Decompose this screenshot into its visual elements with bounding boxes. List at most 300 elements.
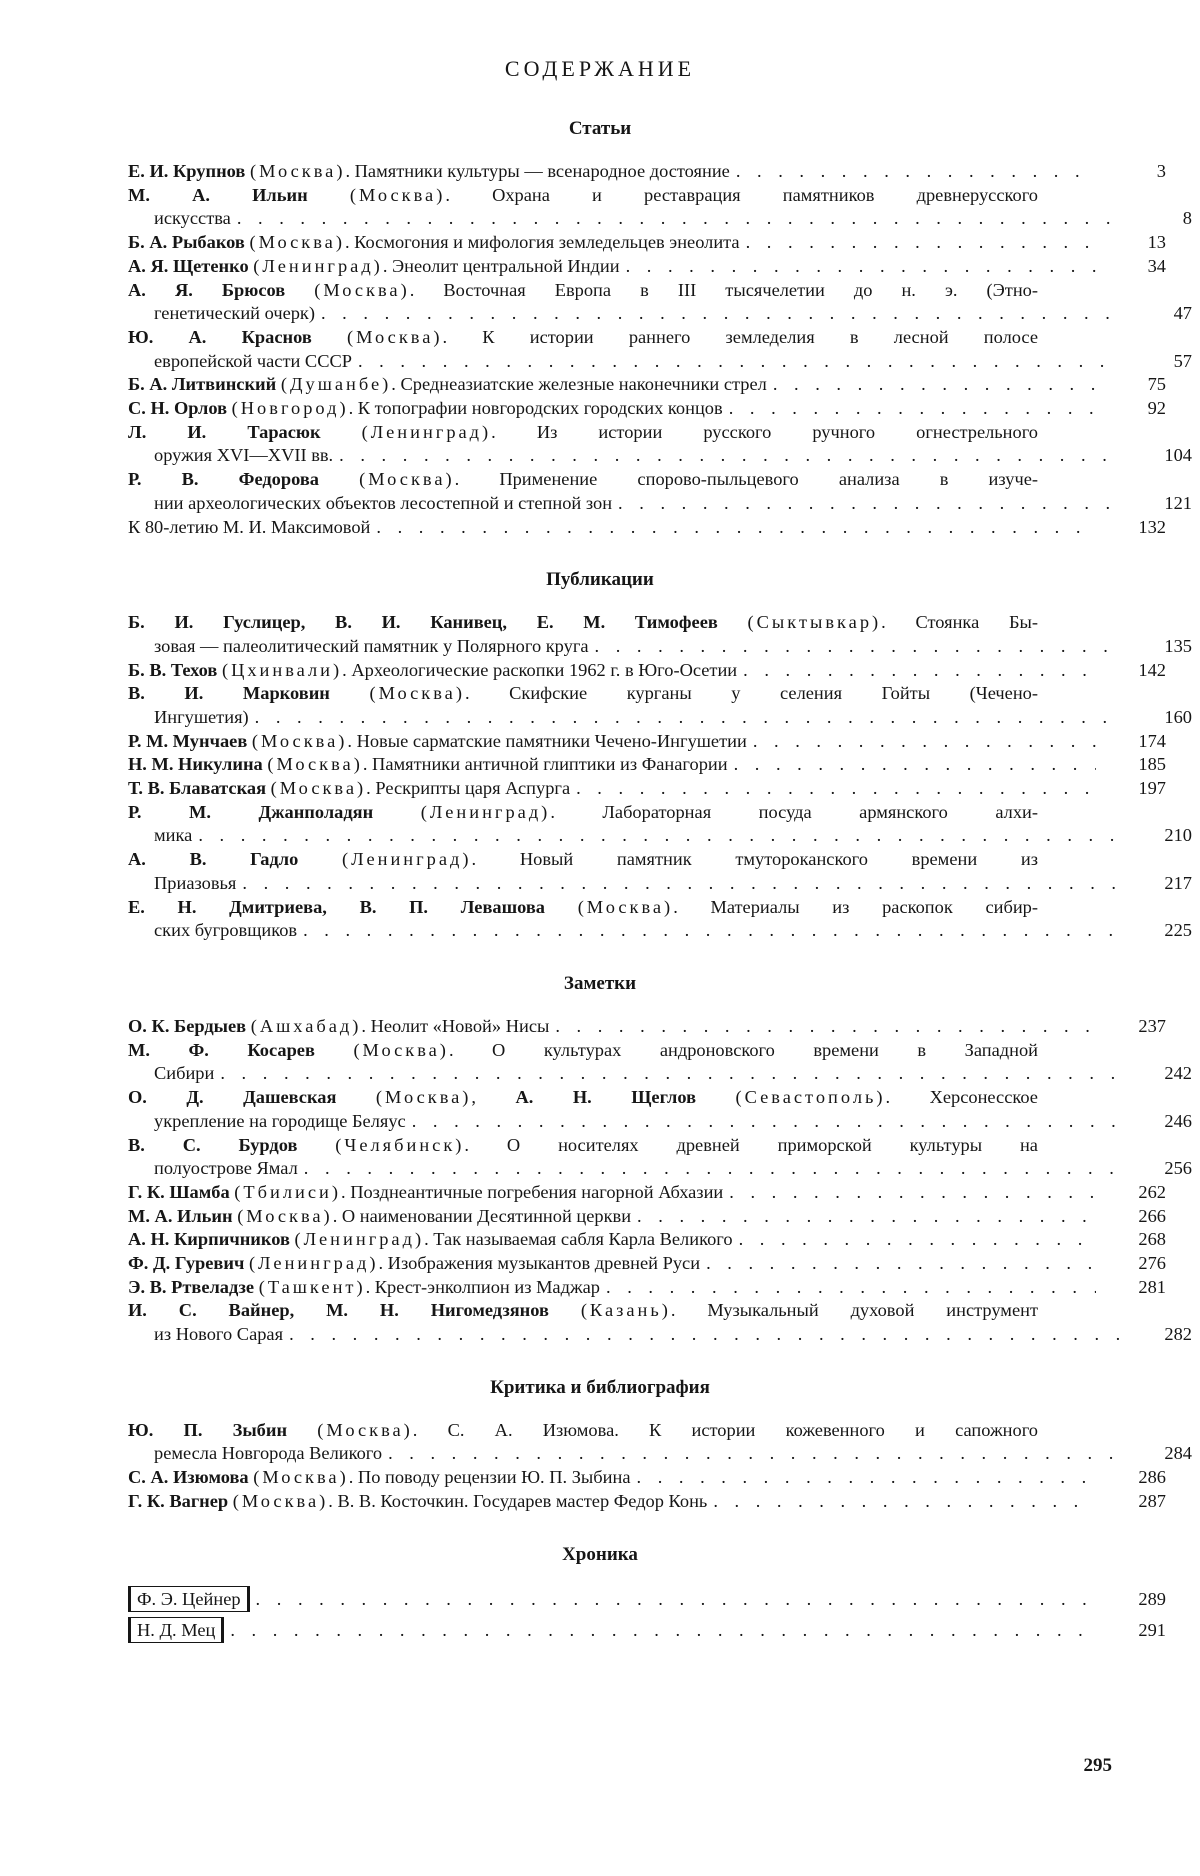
entry-text [128,753,728,777]
toc-entry [128,659,1166,683]
page-ref: 282 [1164,1324,1192,1345]
entry-title: . Новые сарматские памятники Чечено-Ингушетии [347,730,747,751]
page-ref: 225 [1164,920,1192,941]
author: А. В. Гадло [128,849,299,870]
entry-line [128,777,1166,801]
entry-line [128,326,1120,350]
city: (Москва) [359,469,455,490]
entry-line [128,1419,1120,1443]
entry-text [154,492,612,516]
entry-text [128,1466,631,1490]
entry-text [128,1015,549,1039]
toc-entry [128,279,1192,326]
author: Н. М. Никулина [128,754,263,775]
dot-leader [723,1181,1096,1205]
city: (Цхинвали) [221,659,343,680]
entry-text [154,1323,283,1347]
entry-text [154,302,315,326]
entry-title: . С. А. Изюмова. К истории кожевенного и сапожного [412,1419,1039,1440]
entry-text [128,160,730,184]
city: (Новгород) [231,398,349,418]
city: (Ташкент) [258,1276,366,1297]
toc-entry [128,1419,1192,1466]
dot-leader [737,659,1096,683]
entry-text [128,255,620,279]
entry-title: генетический очерк) [154,303,315,324]
entry-text [154,919,297,943]
entry-text [128,326,1038,350]
city: (Москва) [375,1087,472,1108]
entry-line [128,444,1192,468]
section-heading: Заметки [563,973,637,994]
toc-entry [128,160,1166,184]
toc-entry [128,1586,1166,1610]
entry-title: . Космогония и мифология земледельцев энеолита [344,232,740,253]
entry-title: . Позднеантичные погребения нагорной Абхазии [341,1181,724,1202]
entry-title: . Новый памятник тмутороканского времени из [471,849,1038,870]
entry-text [154,872,236,896]
entry-line [128,1617,1166,1641]
page-ref: 160 [1164,706,1192,727]
entry-title: укрепление на городище Беляус [154,1110,406,1131]
page-ref: 34 [1147,255,1166,276]
entry-text [128,184,1038,208]
entry-line [128,682,1120,706]
entry-line [128,421,1120,445]
entry-title: . Среднеазиатские железные наконечники стрел [391,374,767,395]
entry-title: . В. В. Косточкин. Государев мастер Федор Конь [328,1490,708,1511]
author: Л. И. Тарасюк [128,421,321,442]
city: (Москва) [577,896,674,917]
entry-title: . Так называемая сабля Карла Великого [424,1229,733,1250]
toc-entry [128,1039,1192,1086]
section-heading: Хроника [562,1543,638,1565]
author: Р. М. Джанполадян [128,801,374,822]
entry-title: . Скифские курганы у селения Гойты (Чечено- [464,683,1038,704]
city: (Ленинград) [253,255,383,276]
entry-text [128,421,1038,445]
toc-entry [128,1252,1166,1276]
page-ref: 256 [1164,1158,1192,1179]
toc-entry [128,468,1192,515]
entry-title: . Применение спорово-пыльцевого анализа в изуче- [454,469,1038,490]
dot-leader [767,373,1096,397]
entry-line [128,1228,1166,1252]
toc-entry [128,255,1166,279]
toc-entry [128,1276,1166,1300]
entry-title: . Памятники античной глиптики из Фанагории [362,754,728,775]
dot-leader [700,1252,1096,1276]
page-ref: 242 [1164,1063,1192,1084]
entry-text [128,397,723,421]
entry-title: полуострове Ямал [154,1158,298,1179]
dot-leader [192,824,1122,848]
toc-entry [128,1086,1192,1133]
author: Б. И. Гуслицер, В. И. Канивец, Е. М. Тимофеев [128,612,718,633]
entry-title: . Энеолит центральной Индии [382,255,620,276]
entry-line [128,516,1166,540]
city: (Ленинград) [294,1229,425,1250]
city: (Москва) [249,161,346,181]
author: Т. В. Блаватская [128,778,267,799]
entry-line [128,1062,1192,1086]
dot-leader [549,1015,1096,1039]
entry-line [128,492,1192,516]
city: (Москва) [317,1419,413,1440]
entry-line [128,801,1120,825]
entry-title: Приазовья [154,872,237,893]
toc-entry [128,1134,1192,1181]
page-ref: 237 [1138,1016,1166,1036]
toc-entry [128,326,1192,373]
entry-text [154,824,192,848]
toc-entry [128,1490,1166,1514]
toc-entry [128,421,1192,468]
author: Ю. П. Зыбин [128,1419,288,1440]
toc-entry [128,1617,1166,1641]
page-ref: 13 [1147,232,1166,253]
entry-text [128,516,370,540]
entry-text [128,1252,700,1276]
city: (Казань) [580,1300,671,1321]
entry-text [128,373,767,397]
entry-line [128,231,1166,255]
entry-line [128,160,1166,184]
author: Б. В. Техов [128,659,218,680]
city: (Москва) [249,232,345,253]
entry-text [128,1205,631,1229]
entry-text [128,896,1038,920]
author: С. А. Изюмова [128,1467,249,1488]
page-ref: 57 [1173,350,1192,371]
entry-text [154,1157,298,1181]
entry-line [128,706,1192,730]
toc-entry [128,1466,1166,1490]
entry-text [128,1276,600,1300]
author: Е. И. Крупнов [128,161,246,181]
entry-line [128,1134,1120,1158]
author: В. И. Марковин [128,683,330,704]
entry-text [128,659,737,683]
entry-line [128,373,1166,397]
entry-text [154,1062,214,1086]
city: (Москва) [314,279,410,300]
page-ref: 92 [1147,398,1166,418]
author: М. А. Ильин [128,1205,233,1226]
entry-title: Сибири [154,1063,215,1084]
toc-entry [128,397,1166,421]
city: (Душанбе) [280,374,392,395]
city: (Ленинград) [361,421,492,442]
city: (Ленинград) [420,801,551,822]
entry-title: . Крест-энколпион из Маджар [365,1276,601,1297]
toc-entry [128,1299,1192,1346]
entry-line [128,872,1192,896]
city: (Севастополь) [735,1087,886,1108]
city: (Челябинск) [335,1134,465,1155]
entry-title: . К топографии новгородских городских концов [348,398,723,418]
city: (Москва) [353,1039,449,1060]
toc-entry [128,730,1166,754]
author: Г. К. Вагнер [128,1490,229,1511]
city: (Москва) [237,1205,333,1226]
entry-text [128,1181,723,1205]
entry-title: , [471,1087,516,1108]
entry-text [128,1228,733,1252]
page-ref: 47 [1173,303,1192,324]
entry-text [128,1617,224,1643]
author: Е. Н. Дмитриева, В. П. Левашова [128,896,545,917]
entry-title: . О носителях древней приморской культуры на [464,1134,1038,1155]
entry-text [128,1134,1038,1158]
page-ref: 289 [1138,1588,1166,1609]
toc-entry [128,896,1192,943]
entry-line [128,919,1192,943]
entry-line [128,184,1120,208]
author: М. А. Ильин [128,184,308,205]
boxed-name: Ф. Э. Цейнер [128,1586,250,1612]
toc-entry [128,753,1166,777]
toc-entry [128,611,1192,658]
entry-title: из Нового Сарая [154,1324,284,1345]
entry-line [128,1466,1166,1490]
entry-title: . Охрана и реставрация памятников древнерусского [445,184,1038,205]
entry-line [128,1442,1192,1466]
dot-leader [620,255,1096,279]
dot-leader [570,777,1096,801]
page-ref: 132 [1138,516,1166,537]
entry-title: . О культурах андроновского времени в Западной [448,1039,1038,1060]
dot-leader [333,444,1122,468]
entry-line [128,1205,1166,1229]
entry-text [154,706,249,730]
entry-text [128,468,1038,492]
page-ref: 281 [1138,1276,1166,1297]
dot-leader [600,1276,1096,1300]
entry-text [128,1419,1038,1443]
entry-title: . По поводу рецензии Ю. П. Зыбина [348,1467,631,1488]
page-ref: 75 [1147,374,1166,395]
entry-title: Ингушетия) [154,706,249,727]
entry-title: ремесла Новгорода Великого [154,1443,383,1464]
entry-text [128,1086,1038,1110]
author: А. Н. Щеглов [515,1087,696,1108]
boxed-name: Н. Д. Мец [128,1617,224,1643]
dot-leader [733,1228,1096,1252]
section-heading: Публикации [546,569,654,591]
page-number: 295 [1083,1755,1112,1776]
entry-title: . Материалы из раскопок сибир- [673,896,1038,917]
entry-line [128,468,1120,492]
author: Р. М. Мунчаев [128,730,248,751]
entry-text [154,1110,406,1134]
entry-title: . Лабораторная посуда армянского алхи- [550,801,1039,822]
entry-title: . О наименовании Десятинной церкви [332,1205,632,1226]
city: (Тбилиси) [234,1181,341,1202]
entry-line [128,1323,1192,1347]
author: Г. К. Шамба [128,1181,230,1202]
entry-line [128,635,1192,659]
toc-entry [128,373,1166,397]
section-heading: Критика и библиография [490,1376,710,1398]
entry-text [128,801,1038,825]
author: А. Я. Щетенко [128,255,249,276]
page-ref: 104 [1164,445,1192,466]
dot-leader [315,302,1122,326]
entry-line [128,207,1192,231]
toc-entry [128,848,1192,895]
dot-leader [370,516,1096,540]
dot-leader [589,635,1122,659]
entry-title: . Из истории русского ручного огнестрельного [491,421,1038,442]
city: (Ленинград) [341,849,472,870]
entry-text [154,444,333,468]
entry-text [128,848,1038,872]
city: (Ленинград) [248,1253,379,1273]
dot-leader [382,1442,1122,1466]
toc-entry [128,682,1192,729]
entry-title: ских бугровщиков [154,920,298,941]
entry-text [128,611,1038,635]
page-ref: 291 [1138,1620,1166,1641]
author: О. К. Бердыев [128,1016,247,1036]
dot-leader [283,1323,1122,1347]
entry-line [128,279,1120,303]
page-ref: 276 [1138,1253,1166,1273]
toc-entry [128,231,1166,255]
author: Э. В. Ртвеладзе [128,1276,255,1297]
toc-entry [128,1015,1166,1039]
entry-title: . Изображения музыкантов древней Руси [378,1253,701,1273]
dot-leader [707,1490,1096,1514]
author: Ф. Д. Гуревич [128,1253,245,1273]
entry-title: нии археологических объектов лесостепной и степной зон [154,492,613,513]
entry-line [128,1086,1120,1110]
entry-title: К 80-летию М. И. Максимовой [128,516,371,537]
page-ref: 142 [1138,659,1166,680]
city: (Сыктывкар) [747,612,882,633]
page-ref: 8 [1182,208,1192,229]
page-ref: 121 [1164,492,1192,513]
entry-line [128,1586,1166,1610]
entry-text [154,207,231,231]
entry-line [128,753,1166,777]
dot-leader [236,872,1122,896]
dot-leader [747,730,1096,754]
page-title: СОДЕРЖАНИЕ [504,56,696,81]
toc-entry [128,1228,1166,1252]
dot-leader [224,1619,1096,1643]
toc-entry [128,1181,1166,1205]
section-heading: Статьи [568,118,632,139]
dot-leader [406,1110,1122,1134]
page-ref: 174 [1138,730,1166,751]
city: (Москва) [253,1467,349,1488]
entry-line [128,896,1120,920]
city: (Ашхабад) [250,1016,362,1036]
dot-leader [250,1588,1096,1612]
toc-entry [128,777,1166,801]
city: (Москва) [349,184,446,205]
author: О. Д. Дашевская [128,1087,337,1108]
entry-title: мика [154,825,193,846]
author: М. Ф. Косарев [128,1039,315,1060]
author: А. Н. Кирпичников [128,1229,290,1250]
toc-entry [128,801,1192,848]
page-ref: 246 [1164,1110,1192,1131]
page-ref: 185 [1138,754,1166,775]
toc-entry [128,184,1192,231]
entry-line [128,1110,1192,1134]
dot-leader [352,350,1122,374]
dot-leader [631,1205,1096,1229]
entry-line [128,1252,1166,1276]
entry-title: . Археологические раскопки 1962 г. в Юго-Осетии [342,659,738,680]
entry-line [128,824,1192,848]
entry-title: оружия XVI—XVII вв. [154,445,334,466]
page-ref: 217 [1164,872,1192,893]
page-ref: 284 [1164,1443,1192,1464]
entry-line [128,255,1166,279]
entry-text [128,777,570,801]
dot-leader [723,397,1096,421]
author: Ю. А. Краснов [128,326,312,347]
toc-entry [128,516,1166,540]
entry-line [128,611,1120,635]
page-ref: 135 [1164,635,1192,656]
city: (Москва) [267,754,363,775]
entry-line [128,1490,1166,1514]
page-ref: 266 [1138,1205,1166,1226]
author: А. Я. Брюсов [128,279,286,300]
entry-text [128,682,1038,706]
entry-title: . Неолит «Новой» Нисы [361,1016,550,1036]
entry-line [128,1276,1166,1300]
page-ref: 286 [1138,1467,1166,1488]
page-ref: 210 [1164,825,1192,846]
city: (Москва) [232,1490,329,1511]
entry-line [128,848,1120,872]
entry-line [128,659,1166,683]
page-ref: 268 [1138,1229,1166,1250]
entry-line [128,302,1192,326]
dot-leader [231,207,1122,231]
entry-text [128,730,747,754]
dot-leader [728,753,1096,777]
dot-leader [214,1062,1122,1086]
entry-text [154,1442,382,1466]
entry-line [128,1157,1192,1181]
dot-leader [730,160,1096,184]
entry-title: . Херсонесское [885,1087,1038,1108]
entry-line [128,730,1166,754]
entry-line [128,1015,1166,1039]
city: (Москва) [270,778,367,799]
entry-title: зовая — палеолитический памятник у Полярного круга [154,635,589,656]
entry-text [154,350,352,374]
dot-leader [298,1157,1122,1181]
entry-text [128,1299,1038,1323]
entry-line [128,1181,1166,1205]
dot-leader [249,706,1122,730]
entry-title: . Стоянка Бы- [881,612,1038,633]
toc-entry [128,1205,1166,1229]
page-ref: 3 [1156,161,1166,181]
author: Б. А. Литвинский [128,374,277,395]
city: (Москва) [251,730,348,751]
author: И. С. Вайнер, М. Н. Нигомедзянов [128,1300,549,1321]
author: Б. А. Рыбаков [128,232,245,253]
